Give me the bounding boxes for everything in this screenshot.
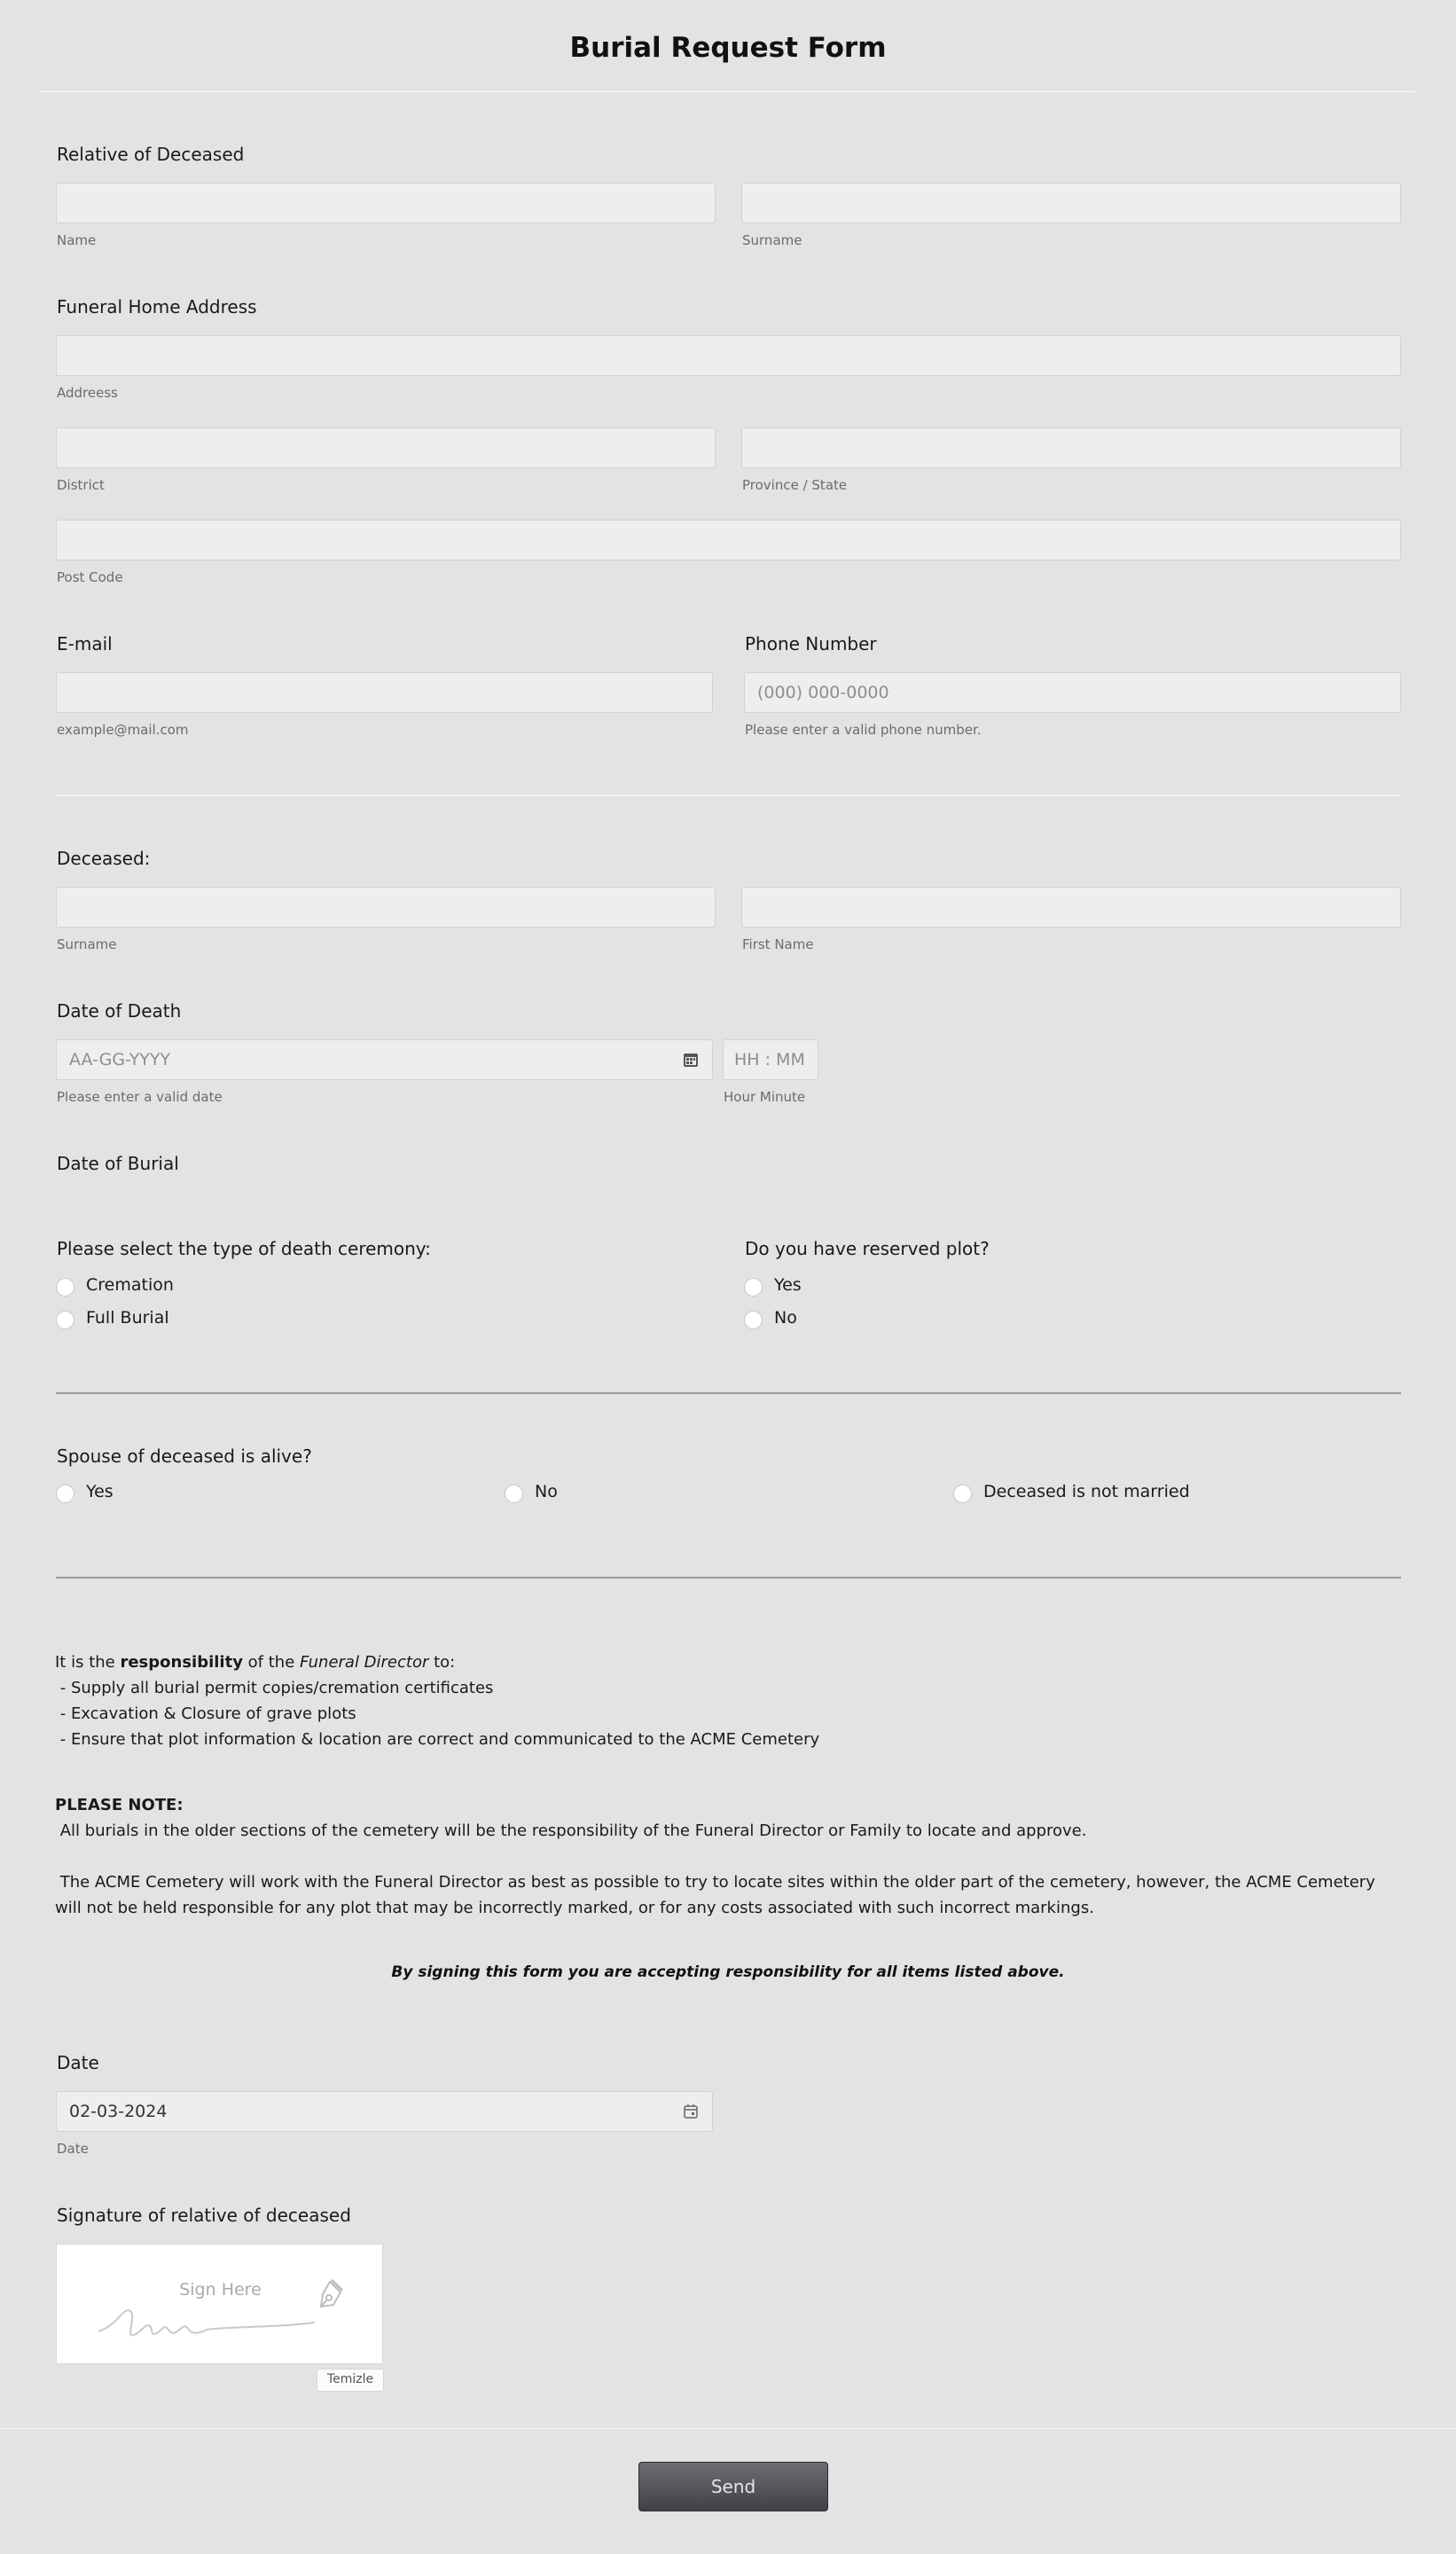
- relative-surname-sublabel: Surname: [742, 232, 802, 248]
- spouse-yes-radio[interactable]: [56, 1485, 74, 1503]
- address-text[interactable]: [69, 336, 1391, 377]
- section-divider: [56, 1392, 1401, 1394]
- ceremony-cremation-radio[interactable]: [56, 1278, 74, 1297]
- responsibility-text: [55, 1649, 1403, 1752]
- date-of-death-label: Date of Death: [57, 1000, 182, 1022]
- calendar-icon[interactable]: [682, 1051, 700, 1069]
- deceased-label: Deceased:: [57, 848, 151, 869]
- section-divider: [56, 1577, 1401, 1579]
- phone-label: Phone Number: [745, 633, 877, 654]
- deceased-surname-sublabel: Surname: [57, 936, 117, 952]
- district-text[interactable]: [69, 428, 706, 469]
- deceased-firstname-input[interactable]: [741, 887, 1401, 928]
- email-input[interactable]: [56, 672, 713, 713]
- postcode-text[interactable]: [69, 521, 1391, 561]
- relative-surname-text[interactable]: [755, 184, 1391, 224]
- send-button[interactable]: Send: [638, 2462, 828, 2511]
- note-text: [55, 1792, 1403, 1921]
- death-date-sublabel: Please enter a valid date: [57, 1089, 223, 1105]
- relative-name-text[interactable]: [69, 184, 706, 224]
- relative-label: Relative of Deceased: [57, 144, 245, 165]
- relative-name-input[interactable]: [56, 183, 716, 223]
- signature-label: Signature of relative of deceased: [57, 2205, 351, 2226]
- pen-icon: [314, 2278, 346, 2314]
- reserved-plot-yes-radio[interactable]: [744, 1278, 763, 1297]
- postcode-sublabel: Post Code: [57, 569, 123, 585]
- spouse-no-label[interactable]: No: [535, 1482, 558, 1501]
- funeral-home-label: Funeral Home Address: [57, 296, 257, 317]
- form-title: Burial Request Form: [569, 32, 887, 64]
- email-sublabel: example@mail.com: [57, 722, 189, 738]
- signature-placeholder: Sign Here: [179, 2280, 262, 2299]
- responsibility-item: - Ensure that plot information & location are correct and communicated to the ACME Cemetery: [55, 1730, 820, 1749]
- title-divider: [39, 91, 1415, 92]
- deceased-firstname-text[interactable]: [755, 888, 1391, 928]
- spouse-not-married-label[interactable]: Deceased is not married: [983, 1482, 1190, 1501]
- postcode-input[interactable]: [56, 520, 1401, 560]
- district-sublabel: District: [57, 477, 105, 493]
- province-text[interactable]: [755, 428, 1391, 469]
- deceased-surname-text[interactable]: [69, 888, 706, 928]
- spouse-no-radio[interactable]: [505, 1485, 523, 1503]
- ceremony-full-burial-label[interactable]: Full Burial: [86, 1308, 169, 1328]
- footer-divider: [0, 2428, 1456, 2429]
- spouse-yes-label[interactable]: Yes: [86, 1482, 114, 1501]
- responsibility-intro: It is the responsibility of the Funeral Director to:: [55, 1653, 456, 1672]
- death-date-placeholder: AA-GG-YYYY: [69, 1050, 171, 1069]
- relative-name-sublabel: Name: [57, 232, 97, 248]
- spouse-label: Spouse of deceased is alive?: [57, 1445, 312, 1467]
- death-time-placeholder: HH : MM: [734, 1050, 805, 1069]
- phone-input[interactable]: [744, 672, 1401, 713]
- date-label: Date: [57, 2052, 99, 2073]
- note-paragraph-1: All burials in the older sections of the cemetery will be the responsibility of the Funeral Director or Family to locate and approve.: [55, 1821, 1087, 1840]
- responsibility-item: - Excavation & Closure of grave plots: [55, 1704, 356, 1723]
- province-sublabel: Province / State: [742, 477, 848, 493]
- ceremony-full-burial-radio[interactable]: [56, 1311, 74, 1329]
- address-input[interactable]: [56, 335, 1401, 376]
- death-date-input[interactable]: [56, 1039, 713, 1080]
- reserved-plot-no-radio[interactable]: [744, 1311, 763, 1329]
- province-input[interactable]: [741, 427, 1401, 468]
- death-time-sublabel: Hour Minute: [724, 1089, 806, 1105]
- clear-signature-button[interactable]: Temizle: [317, 2369, 384, 2392]
- death-time-input[interactable]: [723, 1039, 818, 1080]
- deceased-surname-input[interactable]: [56, 887, 716, 928]
- phone-sublabel: Please enter a valid phone number.: [745, 722, 982, 738]
- calendar-icon[interactable]: [682, 2103, 700, 2120]
- phone-placeholder: (000) 000-0000: [757, 683, 889, 702]
- relative-surname-input[interactable]: [741, 183, 1401, 223]
- reserved-plot-no-label[interactable]: No: [774, 1308, 797, 1328]
- spouse-not-married-radio[interactable]: [953, 1485, 972, 1503]
- responsibility-item: - Supply all burial permit copies/cremation certificates: [55, 1679, 494, 1697]
- note-heading: PLEASE NOTE:: [55, 1796, 184, 1814]
- note-paragraph-2: The ACME Cemetery will work with the Funeral Director as best as possible to try to locate sites within the older part of the cemetery, however, the ACME Cemetery will not be held responsible for any plot that may be incorrectly marked, or for any costs associated with such incorrect markings.: [55, 1873, 1381, 1917]
- deceased-firstname-sublabel: First Name: [742, 936, 814, 952]
- district-input[interactable]: [56, 427, 716, 468]
- signing-disclaimer: By signing this form you are accepting responsibility for all items listed above.: [391, 1963, 1065, 1981]
- date-sublabel: Date: [57, 2141, 89, 2157]
- email-label: E-mail: [57, 633, 113, 654]
- reserved-plot-yes-label[interactable]: Yes: [774, 1275, 802, 1295]
- reserved-plot-label: Do you have reserved plot?: [745, 1238, 990, 1259]
- email-text[interactable]: [69, 673, 703, 714]
- ceremony-label: Please select the type of death ceremony:: [57, 1238, 431, 1259]
- date-value: 02-03-2024: [69, 2102, 168, 2121]
- date-input[interactable]: [56, 2091, 713, 2132]
- address-sublabel: Addreess: [57, 385, 118, 401]
- signature-pad[interactable]: [56, 2244, 383, 2364]
- ceremony-cremation-label[interactable]: Cremation: [86, 1275, 174, 1295]
- section-divider: [56, 795, 1401, 796]
- date-of-burial-label: Date of Burial: [57, 1153, 179, 1174]
